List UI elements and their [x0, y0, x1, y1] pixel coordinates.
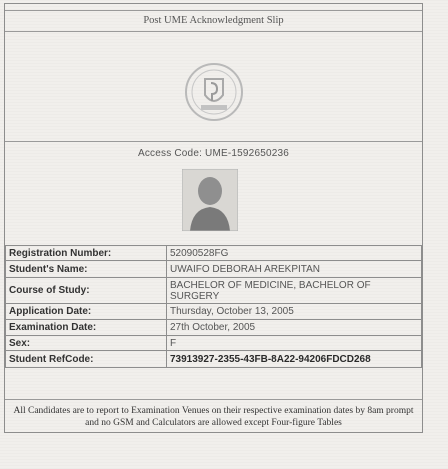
field-value: 73913927-2355-43FB-8A22-94206FDCD268	[167, 351, 422, 368]
table-row	[6, 278, 422, 304]
field-label: Examination Date:	[6, 320, 167, 336]
table-row	[6, 246, 422, 261]
field-label: Student RefCode:	[6, 351, 167, 368]
candidate-details-table	[5, 245, 422, 368]
field-value: 52090528FG	[167, 246, 422, 261]
field-label: Course of Study:	[6, 278, 167, 304]
field-label: Registration Number:	[6, 246, 167, 261]
field-label: Application Date:	[6, 304, 167, 320]
field-label: Student's Name:	[6, 261, 167, 278]
access-divider	[5, 141, 422, 142]
field-value: BACHELOR OF MEDICINE, BACHELOR OF SURGERY	[167, 278, 422, 304]
top-divider	[5, 10, 422, 11]
table-row	[6, 304, 422, 320]
notice-divider	[5, 399, 422, 400]
title-divider	[5, 31, 422, 32]
exam-notice: All Candidates are to report to Examination Venues on their respective examination dates by 8am prompt and no GSM and Calculators are allowed except Four-figure Tables	[13, 406, 414, 428]
field-value: UWAIFO DEBORAH AREKPITAN	[167, 261, 422, 278]
table-row	[6, 261, 422, 278]
university-crest-logo	[183, 61, 245, 123]
field-value: F	[167, 336, 422, 351]
table-row	[6, 320, 422, 336]
access-code: Access Code: UME-1592650236	[137, 148, 290, 159]
table-row	[6, 336, 422, 351]
field-value: Thursday, October 13, 2005	[167, 304, 422, 320]
candidate-photo	[182, 169, 238, 231]
field-value: 27th October, 2005	[167, 320, 422, 336]
slip-title: Post UME Acknowledgment Slip	[143, 15, 284, 26]
slip-frame	[4, 3, 423, 433]
field-label: Sex:	[6, 336, 167, 351]
table-row	[6, 351, 422, 368]
